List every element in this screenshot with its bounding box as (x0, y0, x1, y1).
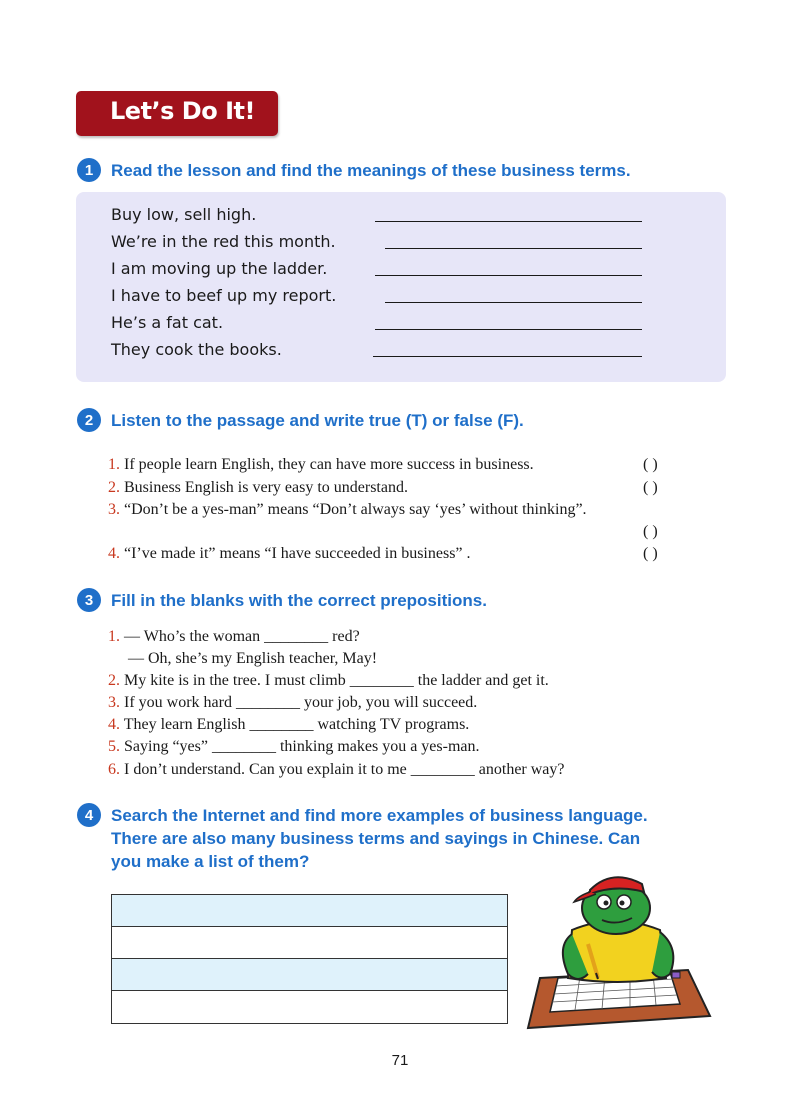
tf-text: Business English is very easy to understand. (124, 479, 408, 496)
fill-item-1 (108, 627, 360, 647)
fill-item-6 (108, 760, 565, 780)
answer-line-6[interactable] (373, 356, 642, 357)
fill-item-5 (108, 737, 480, 757)
section-3-title: Fill in the blanks with the correct prepositions. (111, 591, 487, 610)
fill-number: 2. (108, 672, 120, 689)
fill-item-1-reply (128, 649, 377, 669)
answer-line-5[interactable] (375, 329, 642, 330)
section-4-title-line-1: Search the Internet and find more examples of business language. (111, 806, 648, 825)
answer-line-2[interactable] (385, 248, 642, 249)
fill-number: 3. (108, 694, 120, 711)
fill-number: 4. (108, 716, 120, 733)
term-1: Buy low, sell high. (111, 205, 257, 224)
section-4-title (111, 804, 648, 873)
banner-title: Let’s Do It! (110, 97, 255, 125)
fill-text: My kite is in the tree. I must climb ________ the ladder and get it. (124, 672, 549, 689)
tf-text: “I’ve made it” means “I have succeeded in business” . (124, 545, 471, 562)
tf-number: 1. (108, 456, 120, 473)
tf-item-3 (108, 500, 587, 520)
list-row-1[interactable] (112, 895, 507, 927)
list-row-3[interactable] (112, 959, 507, 991)
section-3-number: 3 (77, 588, 101, 612)
term-3: I am moving up the ladder. (111, 259, 328, 278)
section-1-heading (77, 159, 631, 182)
section-4-title-line-3: you make a list of them? (111, 852, 310, 871)
tf-answer-4[interactable]: ( ) (643, 545, 658, 562)
list-table (111, 894, 508, 1024)
fill-item-2 (108, 671, 549, 691)
section-2-number: 2 (77, 408, 101, 432)
fill-text: They learn English ________ watching TV programs. (123, 716, 470, 733)
tf-item-2 (108, 478, 408, 498)
section-4-title-line-2: There are also many business terms and sayings in Chinese. Can (111, 829, 641, 848)
tf-text: If people learn English, they can have more success in business. (124, 456, 534, 473)
fill-number: 1. (108, 628, 120, 645)
fill-text: — Who’s the woman ________ red? (124, 628, 360, 645)
section-4-heading (77, 804, 648, 873)
tf-answer-3[interactable]: ( ) (643, 523, 658, 540)
tf-answer-1[interactable]: ( ) (643, 456, 658, 473)
page-number: 71 (391, 1052, 409, 1069)
list-row-4[interactable] (112, 991, 507, 1023)
fill-text: I don’t understand. Can you explain it to me ________ another way? (124, 761, 565, 778)
answer-line-3[interactable] (375, 275, 642, 276)
tf-item-4 (108, 544, 471, 564)
section-4-number: 4 (77, 803, 101, 827)
fill-item-3 (108, 693, 477, 713)
fill-item-4 (108, 715, 469, 735)
section-2-heading (77, 409, 524, 432)
answer-line-1[interactable] (375, 221, 642, 222)
term-4: I have to beef up my report. (111, 286, 337, 305)
fill-number: 6. (108, 761, 120, 778)
fill-text: If you work hard ________ your job, you will succeed. (124, 694, 478, 711)
section-3-heading (77, 589, 487, 612)
frog-writing-illustration (520, 866, 720, 1036)
tf-text: “Don’t be a yes-man” means “Don’t always say ‘yes’ without thinking”. (124, 501, 587, 518)
term-2: We’re in the red this month. (111, 232, 336, 251)
section-1-number: 1 (77, 158, 101, 182)
term-5: He’s a fat cat. (111, 313, 224, 332)
term-6: They cook the books. (111, 340, 282, 359)
section-2-title: Listen to the passage and write true (T) or false (F). (111, 411, 524, 430)
fill-text: Saying “yes” ________ thinking makes you a yes-man. (124, 738, 480, 755)
fill-number: 5. (108, 738, 120, 755)
tf-number: 4. (108, 545, 120, 562)
tf-answer-2[interactable]: ( ) (643, 479, 658, 496)
fill-text: — Oh, she’s my English teacher, May! (128, 650, 378, 667)
tf-number: 2. (108, 479, 120, 496)
answer-line-4[interactable] (385, 302, 642, 303)
section-1-title: Read the lesson and find the meanings of these business terms. (111, 161, 631, 180)
tf-number: 3. (108, 501, 120, 518)
tf-item-1 (108, 455, 534, 475)
list-row-2[interactable] (112, 927, 507, 959)
lets-do-it-banner (76, 91, 278, 136)
